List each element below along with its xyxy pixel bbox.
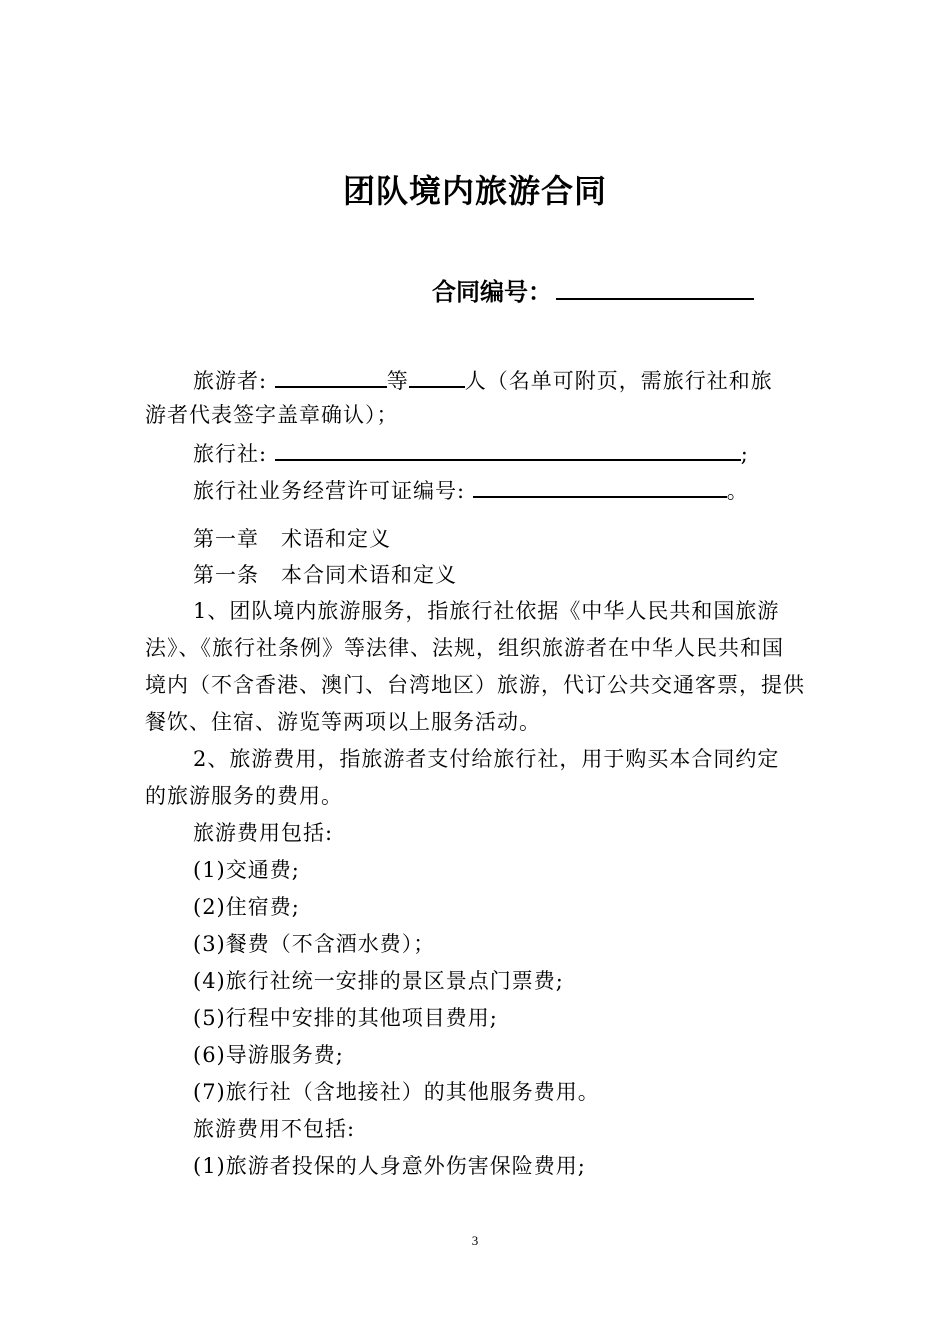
p1-line-1: 1、团队境内旅游服务，指旅行社依据《中华人民共和国旅游 <box>193 599 780 623</box>
agency-name-blank[interactable] <box>275 437 741 461</box>
include-item-1: (1)交通费; <box>193 858 300 882</box>
exclude-item-1: (1)旅游者投保的人身意外伤害保险费用; <box>193 1154 586 1178</box>
page-number: 3 <box>471 1233 479 1248</box>
license-number-blank[interactable] <box>473 474 727 498</box>
chapter-heading: 第一章 术语和定义 <box>193 527 391 551</box>
include-item-3: (3)餐费（不含酒水费）； <box>193 932 436 956</box>
p1-line-4: 餐饮、住宿、游览等两项以上服务活动。 <box>145 710 541 734</box>
tourist-line <box>193 364 773 396</box>
include-item-2: (2)住宿费; <box>193 895 300 919</box>
includes-label: 旅游费用包括: <box>193 821 334 845</box>
excludes-label: 旅游费用不包括: <box>193 1117 356 1141</box>
tourist-name-blank[interactable] <box>275 364 387 388</box>
tourist-count-blank[interactable] <box>409 364 465 388</box>
include-item-7: (7)旅行社（含地接社）的其他服务费用。 <box>193 1080 600 1104</box>
license-label: 旅行社业务经营许可证编号: <box>193 479 466 503</box>
include-item-5: (5)行程中安排的其他项目费用; <box>193 1006 498 1030</box>
agency-end: ; <box>740 442 749 466</box>
p1-line-3: 境内（不含香港、澳门、台湾地区）旅游，代订公共交通客票，提供 <box>145 673 805 697</box>
p2-line-1: 2、旅游费用，指旅游者支付给旅行社，用于购买本合同约定 <box>193 747 780 771</box>
tourist-label: 旅游者: <box>193 369 268 393</box>
agency-label: 旅行社: <box>193 442 268 466</box>
tourist-note: 人（名单可附页，需旅行社和旅 <box>464 369 773 393</box>
contract-number-field <box>432 272 754 307</box>
article-heading: 第一条 本合同术语和定义 <box>193 563 457 587</box>
tourist-note-cont: 游者代表签字盖章确认）； <box>145 403 399 427</box>
document-title: 团队境内旅游合同 <box>342 172 607 210</box>
contract-number-label: 合同编号： <box>432 278 552 306</box>
include-item-6: (6)导游服务费; <box>193 1043 344 1067</box>
license-end: 。 <box>726 479 749 503</box>
p1-line-2: 法》、《旅行社条例》等法律、法规，组织旅游者在中华人民共和国 <box>145 636 784 660</box>
license-line <box>193 474 749 506</box>
include-item-4: (4)旅行社统一安排的景区景点门票费; <box>193 969 564 993</box>
p2-line-2: 的旅游服务的费用。 <box>145 784 343 808</box>
agency-line <box>193 437 749 469</box>
deng-text: 等 <box>386 369 409 393</box>
contract-number-blank[interactable] <box>556 272 754 300</box>
